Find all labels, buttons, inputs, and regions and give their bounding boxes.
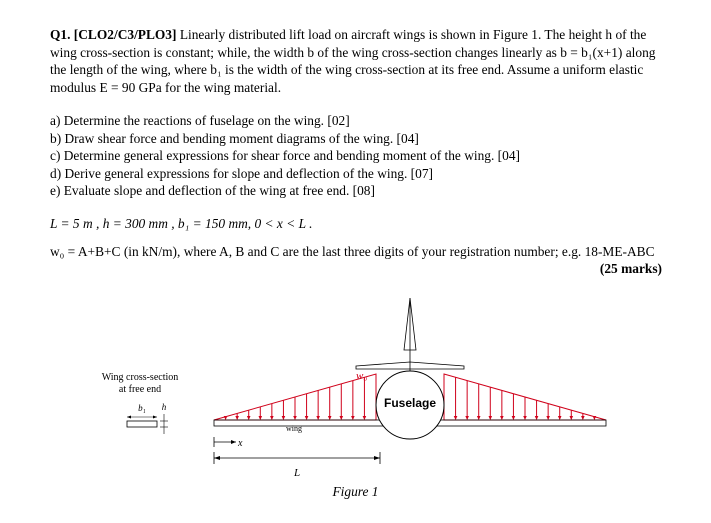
x-arrowhead — [231, 440, 236, 444]
load-arrow-right-head — [546, 416, 550, 420]
x-label: x — [238, 438, 243, 449]
l-label: L — [293, 467, 301, 479]
load-arrow-left-head — [339, 416, 343, 420]
figure-caption: Figure 1 — [332, 484, 379, 499]
load-arrow-right-head — [535, 416, 539, 420]
load-arrow-right-head — [581, 416, 585, 420]
total-marks: (25 marks) — [599, 261, 662, 276]
load-arrow-right-head — [477, 416, 481, 420]
load-arrows-right — [454, 377, 596, 420]
load-arrow-right-head — [593, 416, 597, 420]
load-arrow-right-head — [512, 416, 516, 420]
question-intro: Linearly distributed lift load on aircraft wings is shown in Figure 1. The height h of the wing cross-section is constant; while, the width b of the wing cross-section changes linearly as b = b₁(x+1) along the length of the wing, where b₁ is the width of the wing cross-section at its free end. Assume a uniform elastic modulus E = 90 GPa for the wing material. — [50, 27, 656, 95]
load-distribution-right — [444, 374, 606, 420]
load-arrow-right-head — [488, 416, 492, 420]
part-d: d) Derive general expressions for slope and deflection of the wing. [07] — [50, 165, 433, 181]
cross-section-title-1: Wing cross-section — [101, 372, 179, 383]
load-arrow-left-head — [328, 416, 332, 420]
given-values: L = 5 m , h = 300 mm , b₁ = 150 mm, 0 < x < L . — [50, 216, 313, 231]
part-c: c) Determine general expressions for shear force and bending moment of the wing. [04] — [50, 148, 520, 163]
part-b: b) Draw shear force and bending moment diagrams of the wing. [04] — [50, 130, 419, 146]
load-arrow-left-head — [351, 416, 355, 420]
load-arrow-left-head — [247, 416, 251, 420]
part-e: e) Evaluate slope and deflection of the wing at free end. [08] — [50, 183, 375, 198]
cross-section-title-2: at free end — [118, 384, 162, 395]
load-arrow-left-head — [258, 416, 262, 420]
wing-label: wing — [286, 424, 302, 433]
b1-label: b₁ — [138, 403, 146, 413]
load-arrows-left — [224, 377, 366, 420]
load-arrow-left-head — [293, 416, 297, 420]
load-label: w₀ — [356, 370, 368, 382]
load-arrow-right-head — [454, 416, 458, 420]
load-arrow-left-head — [282, 416, 286, 420]
load-arrow-right-head — [465, 416, 469, 420]
load-arrow-right-head — [500, 416, 504, 420]
load-arrow-left-head — [316, 416, 320, 420]
right-wing — [436, 420, 606, 426]
load-arrow-right-head — [569, 416, 573, 420]
l-arrow-right — [374, 456, 380, 460]
l-arrow-left — [214, 456, 220, 460]
load-arrow-left-head — [224, 416, 228, 420]
question-label: Q1. [CLO2/C3/PLO3] — [50, 27, 177, 42]
h-label: h — [161, 402, 167, 412]
load-arrow-right-head — [558, 416, 562, 420]
cross-section-rect — [127, 421, 157, 427]
load-arrow-right-head — [523, 416, 527, 420]
part-a: a) Determine the reactions of fuselage on the wing. [02] — [50, 113, 350, 128]
load-arrow-left-head — [235, 416, 239, 420]
fuselage-label: Fuselage — [383, 396, 437, 410]
load-distribution-left — [214, 374, 376, 420]
load-arrow-left-head — [270, 416, 274, 420]
load-arrow-left-head — [305, 416, 309, 420]
load-arrow-left-head — [363, 416, 367, 420]
wo-text: w₀ = A+B+C (in kN/m), where A, B and C are the last three digits of your registration number; e.g. 18-ME-ABC — [50, 244, 655, 259]
